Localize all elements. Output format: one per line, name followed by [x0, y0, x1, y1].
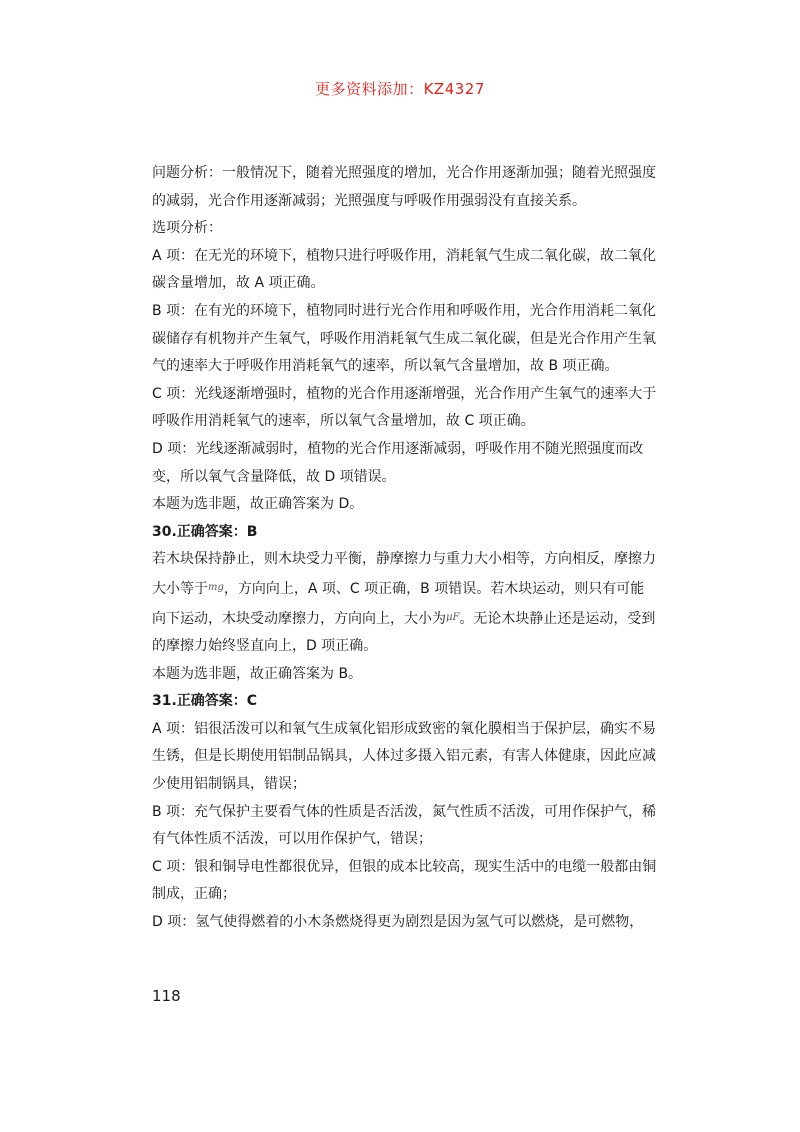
paragraph-q30-explanation [152, 546, 657, 660]
paragraph-problem-analysis: 问题分析：一般情况下，随着光照强度的增加，光合作用逐渐加强；随着光照强度的减弱，光合作用逐渐减弱；光照强度与呼吸作用强弱没有直接关系。 [152, 165, 656, 209]
paragraph-q31-option-c: C 项：银和铜导电性都很优异，但银的成本比较高，现实生活中的电缆一般都由铜制成，正确； [152, 858, 657, 903]
q30-text-part2: ，方向向上，A 项、C 项正确，B 项错误。若木块运动，则只有可能向下运动，木块受动摩擦力，方向向上，大小为 [152, 580, 645, 627]
paragraph-answer-conclusion: 本题为选非题，故正确答案为 D。 [152, 496, 364, 513]
math-formula-muf: μF [446, 611, 460, 623]
paragraph-option-a: A 项：在无光的环境下，植物只进行呼吸作用，消耗氧气生成二氧化碳，故二氧化碳含量增加，故 A 项正确。 [152, 247, 657, 292]
paragraph-q30-conclusion: 本题为选非题，故正确答案为 B。 [152, 665, 363, 682]
paragraph-option-d: D 项：光线逐渐减弱时，植物的光合作用逐渐减弱，呼吸作用不随光照强度而改变，所以氧气含量降低，故 D 项错误。 [152, 440, 644, 485]
q30-text-part3: 。无论木块静止还是运动，受到的摩擦力始终竖直向上，D 项正确。 [152, 610, 656, 655]
question-30-answer-heading: 30.正确答案：B [152, 523, 258, 540]
question-31-answer-heading: 31.正确答案：C [152, 693, 258, 710]
paragraph-q31-option-b: B 项：充气保护主要看气体的性质是否活泼，氮气性质不活泼，可用作保护气，稀有气体性质不活泼，可以用作保护气，错误； [152, 803, 657, 848]
paragraph-option-b: B 项：在有光的环境下，植物同时进行光合作用和呼吸作用，光合作用消耗二氧化碳储存有机物并产生氧气，呼吸作用消耗氧气生成二氧化碳，但是光合作用产生氧气的速率大于呼吸作用消耗氧气的速率，所以氧气含量增加，故 B 项正确。 [152, 302, 657, 375]
page-number: 118 [152, 987, 181, 1005]
q30-text-part1: 若木块保持静止，则木块受力平衡，静摩擦力与重力大小相等，方向相反，摩擦力大小等于 [152, 551, 656, 597]
page-header-contact: 更多资料添加：KZ4327 [315, 80, 485, 98]
paragraph-q31-option-d: D 项：氢气使得燃着的小木条燃烧得更为剧烈是因为氢气可以燃烧，是可燃物， [152, 914, 644, 931]
document-body [152, 160, 657, 937]
paragraph-option-analysis-label: 选项分析： [152, 220, 222, 237]
paragraph-option-c: C 项：光线逐渐增强时，植物的光合作用逐渐增强，光合作用产生氧气的速率大于呼吸作用消耗氧气的速率，所以氧气含量增加，故 C 项正确。 [152, 385, 657, 430]
math-formula-mg: mg [208, 581, 224, 593]
paragraph-q31-option-a: A 项：铝很活泼可以和氧气生成氧化铝形成致密的氧化膜相当于保护层，确实不易生锈，但是长期使用铝制品锅具，人体过多摄入铝元素，有害人体健康，因此应减少使用铝制锅具，错误； [152, 720, 657, 793]
